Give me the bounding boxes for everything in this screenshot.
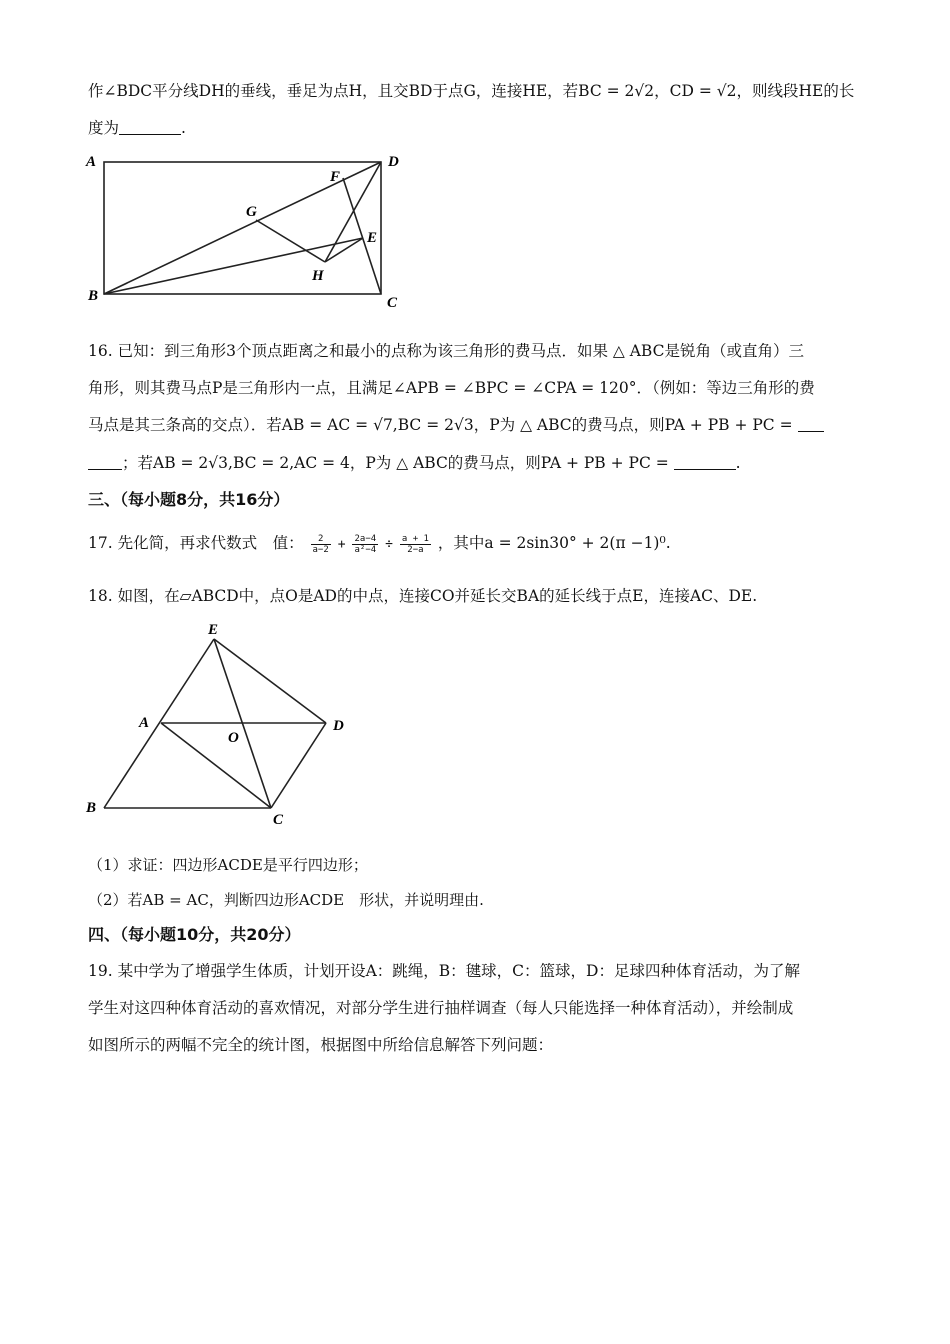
q15-line1: 作∠BDC平分线DH的垂线，垂足为点H，且交BD于点G，连接HE，若BC = 2√2，CD = √2，则线段HE的长 <box>88 82 855 100</box>
fig2-label-o: O <box>228 730 239 746</box>
q16-line4-end: . <box>735 454 741 472</box>
q16-line3-text: 马点是其三条高的交点）．若AB = AC = √7,BC = 2√3，P为 △ ABC的费马点，则PA + PB + PC = <box>88 416 793 434</box>
answer-blank-2[interactable] <box>674 453 736 470</box>
fraction-2-den: a²−4 <box>354 544 377 555</box>
answer-blank-1a[interactable] <box>798 415 824 432</box>
fig2-label-b: B <box>86 800 97 816</box>
answer-blank[interactable] <box>119 118 181 135</box>
q17-suffix: ，其中a = 2sin30° + 2(π −1)⁰. <box>437 534 671 552</box>
section-3-title: 三、（每小题8分，共16分） <box>88 490 290 509</box>
q18-sub2: （2）若AB = AC，判断四边形ACDE 形状，并说明理由. <box>88 891 484 909</box>
q17-prefix: 17. 先化简，再求代数式 值： <box>88 534 304 552</box>
fig1-label-e: E <box>367 230 378 246</box>
fig1-label-d: D <box>388 154 399 170</box>
q18-line1: 18. 如图，在▱ABCD中，点O是AD的中点，连接CO并延长交BA的延长线于点E，连接AC、DE. <box>88 587 758 605</box>
fraction-1 <box>311 534 331 555</box>
q19-line2: 学生对这四种体育活动的喜欢情况，对部分学生进行抽样调查（每人只能选择一种体育活动），并绘制成 <box>88 999 794 1017</box>
q15-line2-text: 度为 <box>88 119 120 137</box>
q19-line3: 如图所示的两幅不完全的统计图，根据图中所给信息解答下列问题： <box>88 1036 554 1054</box>
section-4-title: 四、（每小题10分，共20分） <box>88 925 301 944</box>
fraction-1-den: a−2 <box>312 544 329 555</box>
q16-line3 <box>88 414 824 436</box>
q15-line2-end: . <box>181 119 186 137</box>
fig1-label-h: H <box>312 268 324 284</box>
fraction-3-num: a + 1 <box>401 533 429 544</box>
fraction-2-num: 2a−4 <box>354 533 377 544</box>
q17-line: 17. 先化简，再求代数式 值： $\frac{2}{a-2}$ + $\frac{2a-4}{\text{a²−4}}$ ÷ $\frac{a + 1}{2-a}$ ，其中a = 2sin30° + 2(π −1)⁰. <box>88 533 671 555</box>
fraction-2 <box>352 534 378 555</box>
q16-line1: 16. 已知：到三角形3个顶点距离之和最小的点称为该三角形的费马点．如果 △ ABC是锐角（或直角）三 <box>88 342 804 360</box>
q16-line2: 角形，则其费马点P是三角形内一点，且满足∠APB = ∠BPC = ∠CPA = 120°．（例如：等边三角形的费 <box>88 379 815 397</box>
fig2-label-d: D <box>333 718 344 734</box>
fig2-label-e: E <box>208 622 219 638</box>
fraction-3 <box>400 534 431 555</box>
q16-line4 <box>88 452 741 474</box>
answer-blank-1b[interactable] <box>88 453 122 470</box>
fig2-label-a: A <box>139 715 150 731</box>
fraction-3-den: 2−a <box>407 544 424 555</box>
q19-line1: 19. 某中学为了增强学生体质，计划开设A：跳绳，B：毽球，C：篮球，D：足球四种体育活动，为了解 <box>88 962 800 980</box>
fig1-label-c: C <box>387 295 398 311</box>
figure-parallelogram-abcd <box>80 615 360 825</box>
fraction-1-num: 2 <box>311 534 331 545</box>
fig1-label-a: A <box>86 154 97 170</box>
fig1-label-f: F <box>330 169 341 185</box>
fig1-label-b: B <box>88 288 99 304</box>
fig2-label-c: C <box>273 812 284 825</box>
figure-rectangle-abcd <box>80 148 410 313</box>
q16-line4-text: ；若AB = 2√3,BC = 2,AC = 4，P为 △ ABC的费马点，则PA + PB + PC = <box>122 454 669 472</box>
q15-line2 <box>88 117 186 139</box>
q18-sub1: （1）求证：四边形ACDE是平行四边形； <box>88 856 368 874</box>
fig1-label-g: G <box>246 204 257 220</box>
